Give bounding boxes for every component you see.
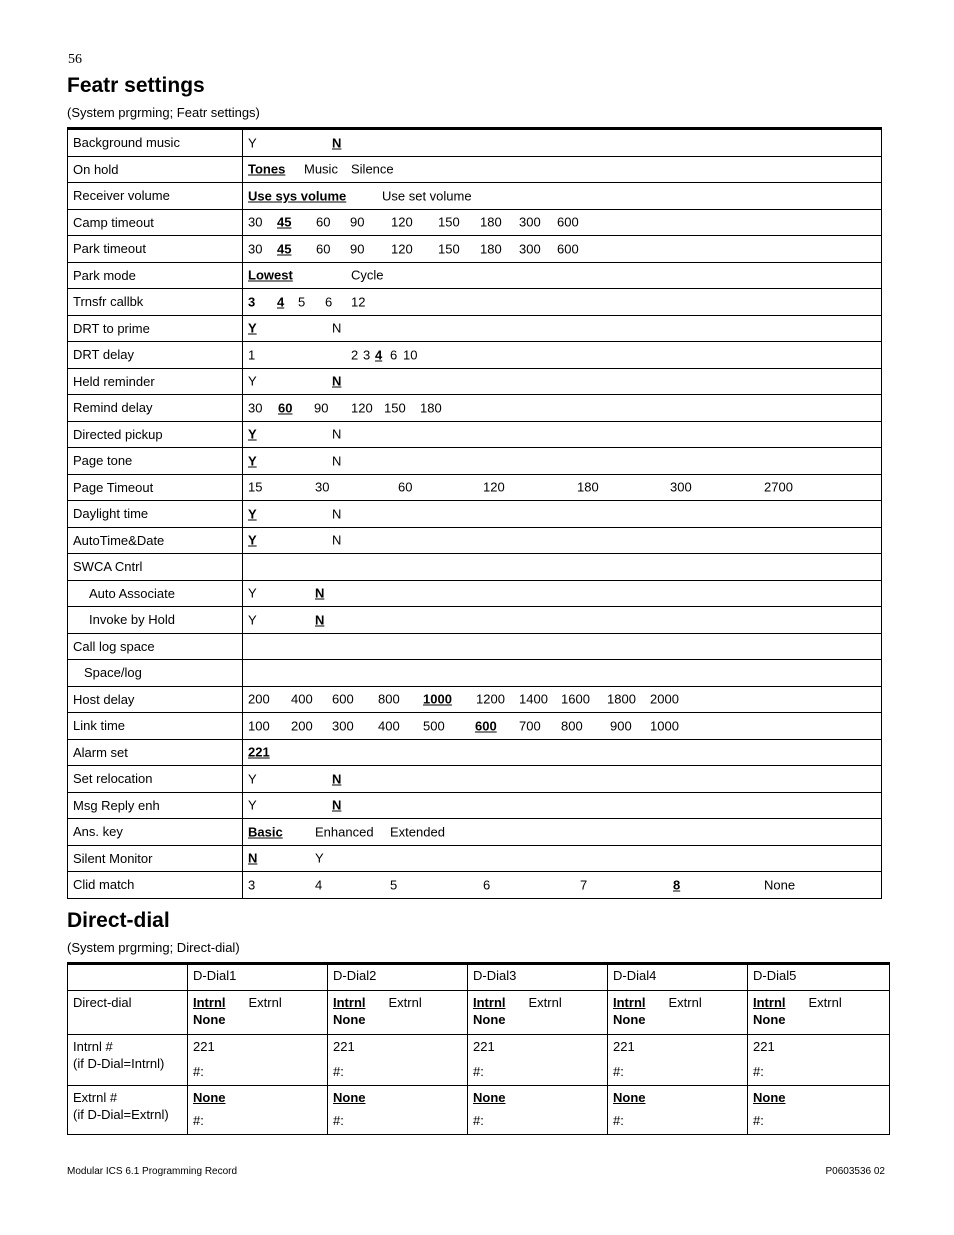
setting-row <box>68 395 882 422</box>
setting-label: Link time <box>68 713 243 740</box>
mode-options <box>333 994 462 1011</box>
setting-option: Y <box>315 850 324 866</box>
setting-option: N <box>332 320 342 336</box>
setting-option: Y <box>248 373 257 389</box>
mode-cell <box>608 991 748 1035</box>
mode-cell <box>748 991 890 1035</box>
setting-option: None <box>613 1012 646 1027</box>
default-option: N <box>315 585 325 601</box>
setting-label: Msg Reply enh <box>68 792 243 819</box>
setting-row <box>68 209 882 236</box>
footer-document-number: P0603536 02 <box>825 1166 885 1177</box>
setting-option: 900 <box>610 718 632 734</box>
setting-row <box>68 289 882 316</box>
setting-option: 200 <box>291 718 313 734</box>
setting-option: 150 <box>438 241 460 257</box>
setting-option: 600 <box>557 214 579 230</box>
setting-option: 120 <box>391 241 413 257</box>
setting-row <box>68 766 882 793</box>
setting-row <box>68 474 882 501</box>
setting-label: DRT to prime <box>68 315 243 342</box>
setting-option: 600 <box>557 241 579 257</box>
default-option: 4 <box>375 347 383 363</box>
extrnl-number-cell <box>468 1086 608 1135</box>
setting-row <box>68 156 882 183</box>
setting-option: None <box>193 1012 226 1027</box>
setting-option: 300 <box>670 479 692 495</box>
mode-options <box>613 994 742 1011</box>
intrnl-number-cell <box>188 1035 328 1086</box>
setting-option: 100 <box>248 718 270 734</box>
row-label <box>68 991 188 1035</box>
setting-option: 400 <box>378 718 400 734</box>
setting-option: 4 <box>315 877 323 893</box>
setting-row <box>68 686 882 713</box>
setting-label: Park mode <box>68 262 243 289</box>
direct-dial-header-row <box>68 964 890 991</box>
setting-row <box>68 739 882 766</box>
setting-option: 1000 <box>650 718 679 734</box>
setting-row <box>68 845 882 872</box>
setting-option: 30 <box>248 241 263 257</box>
setting-label: Auto Associate <box>68 580 243 607</box>
setting-option: 400 <box>291 691 313 707</box>
default-option: Intrnl <box>473 995 506 1010</box>
setting-option: 300 <box>519 214 541 230</box>
intrnl-number-row <box>68 1035 890 1086</box>
setting-option: 600 <box>332 691 354 707</box>
column-header: D-Dial3 <box>468 964 608 991</box>
setting-row <box>68 236 882 263</box>
setting-option: 120 <box>483 479 505 495</box>
setting-option: Use set volume <box>382 188 472 204</box>
setting-row <box>68 315 882 342</box>
setting-option: 90 <box>350 241 365 257</box>
setting-options <box>243 342 882 369</box>
setting-option: 3 <box>248 294 256 310</box>
setting-option: N <box>332 532 342 548</box>
direct-dial-table <box>67 962 890 1135</box>
setting-option: N <box>332 453 342 469</box>
default-option: N <box>332 797 342 813</box>
default-option: Y <box>248 426 257 442</box>
extrnl-number-cell <box>748 1086 890 1135</box>
setting-option: 3 <box>248 877 256 893</box>
setting-options <box>243 660 882 687</box>
setting-options <box>243 554 882 581</box>
setting-row <box>68 872 882 899</box>
setting-options <box>243 739 882 766</box>
setting-option: 120 <box>351 400 373 416</box>
setting-option: 180 <box>577 479 599 495</box>
setting-row <box>68 527 882 554</box>
setting-option: 3 <box>363 347 371 363</box>
setting-options <box>243 395 882 422</box>
setting-option: None <box>753 1012 786 1027</box>
default-option: Tones <box>248 161 286 177</box>
setting-option: Extrnl <box>248 995 282 1010</box>
default-value: None <box>473 1090 506 1105</box>
default-option: N <box>332 135 342 151</box>
default-value: None <box>753 1090 786 1105</box>
setting-options <box>243 845 882 872</box>
setting-label: AutoTime&Date <box>68 527 243 554</box>
setting-option: 2000 <box>650 691 679 707</box>
setting-options <box>243 209 882 236</box>
corner-cell <box>68 964 188 991</box>
default-option: Lowest <box>248 267 293 283</box>
setting-option: 30 <box>315 479 330 495</box>
default-option: 45 <box>277 241 292 257</box>
row-label-note: (if D-Dial=Intrnl) <box>73 1056 165 1071</box>
setting-options <box>243 607 882 634</box>
setting-option: 30 <box>248 214 263 230</box>
setting-row <box>68 368 882 395</box>
intrnl-number-cell <box>328 1035 468 1086</box>
setting-option: 300 <box>332 718 354 734</box>
setting-options <box>243 872 882 899</box>
default-option: 45 <box>277 214 292 230</box>
setting-options <box>243 474 882 501</box>
setting-option: 1400 <box>519 691 548 707</box>
setting-option: 800 <box>561 718 583 734</box>
setting-options <box>243 236 882 263</box>
setting-row <box>68 421 882 448</box>
setting-row <box>68 262 882 289</box>
column-header: D-Dial4 <box>608 964 748 991</box>
setting-option: None <box>333 1012 366 1027</box>
setting-option: 1800 <box>607 691 636 707</box>
setting-option: Silence <box>351 161 394 177</box>
setting-label: Park timeout <box>68 236 243 263</box>
mode-cell <box>328 991 468 1035</box>
setting-option: 6 <box>325 294 333 310</box>
setting-option: None <box>473 1012 506 1027</box>
setting-option: 180 <box>480 241 502 257</box>
setting-option: 6 <box>483 877 491 893</box>
extrnl-number-cell <box>188 1086 328 1135</box>
setting-row <box>68 660 882 687</box>
extrnl-number-cell <box>608 1086 748 1135</box>
setting-option: Music <box>304 161 338 177</box>
setting-label: Invoke by Hold <box>68 607 243 634</box>
page-number: 56 <box>68 52 82 67</box>
default-value: 221 <box>753 1039 775 1054</box>
setting-option: 800 <box>378 691 400 707</box>
default-value: 221 <box>473 1039 495 1054</box>
setting-option: Extrnl <box>388 995 422 1010</box>
setting-row <box>68 819 882 846</box>
setting-options <box>243 183 882 210</box>
default-value: None <box>333 1090 366 1105</box>
setting-option: 500 <box>423 718 445 734</box>
direct-dial-title: Direct-dial <box>67 909 170 932</box>
setting-option: 5 <box>298 294 306 310</box>
featr-settings-subtitle: (System prgrming; Featr settings) <box>67 105 260 120</box>
default-value: 221 <box>193 1039 215 1054</box>
default-option: 4 <box>277 294 285 310</box>
setting-option: 60 <box>398 479 413 495</box>
setting-option: 700 <box>519 718 541 734</box>
mode-cell <box>468 991 608 1035</box>
setting-row <box>68 183 882 210</box>
setting-option: Enhanced <box>315 824 374 840</box>
default-value: 221 <box>333 1039 355 1054</box>
number-entry-label: #: <box>193 1113 204 1128</box>
number-entry-label: #: <box>613 1113 624 1128</box>
setting-options <box>243 792 882 819</box>
setting-row <box>68 633 882 660</box>
number-entry-label: #: <box>333 1113 344 1128</box>
setting-option: Y <box>248 797 257 813</box>
setting-option: 300 <box>519 241 541 257</box>
setting-option: 180 <box>420 400 442 416</box>
setting-label: Ans. key <box>68 819 243 846</box>
setting-label: Held reminder <box>68 368 243 395</box>
setting-label: Set relocation <box>68 766 243 793</box>
setting-label: Camp timeout <box>68 209 243 236</box>
setting-options <box>243 527 882 554</box>
setting-option: Extrnl <box>528 995 562 1010</box>
setting-label: Call log space <box>68 633 243 660</box>
mode-cell <box>188 991 328 1035</box>
number-entry-label: #: <box>473 1064 484 1079</box>
setting-label: Page tone <box>68 448 243 475</box>
default-option: Y <box>248 506 257 522</box>
setting-row <box>68 129 882 157</box>
intrnl-number-cell <box>748 1035 890 1086</box>
setting-label: Host delay <box>68 686 243 713</box>
column-header: D-Dial5 <box>748 964 890 991</box>
row-label <box>68 1035 188 1086</box>
setting-option: Extrnl <box>808 995 842 1010</box>
setting-option: 12 <box>351 294 366 310</box>
default-option: Use sys volume <box>248 188 347 204</box>
number-entry-label: #: <box>753 1113 764 1128</box>
setting-options <box>243 156 882 183</box>
default-option: 60 <box>278 400 293 416</box>
setting-option: 150 <box>384 400 406 416</box>
default-value: None <box>613 1090 646 1105</box>
mode-options <box>193 994 322 1011</box>
default-option: Y <box>248 320 257 336</box>
setting-options <box>243 129 882 157</box>
setting-option: 60 <box>316 241 331 257</box>
setting-option: 60 <box>316 214 331 230</box>
footer-document-title: Modular ICS 6.1 Programming Record <box>67 1166 238 1177</box>
column-header: D-Dial2 <box>328 964 468 991</box>
default-option: 221 <box>248 744 270 760</box>
extrnl-number-cell <box>328 1086 468 1135</box>
setting-row <box>68 607 882 634</box>
direct-dial-subtitle: (System prgrming; Direct-dial) <box>67 940 240 955</box>
setting-row <box>68 713 882 740</box>
default-option: N <box>332 373 342 389</box>
setting-options <box>243 368 882 395</box>
setting-option: Extrnl <box>668 995 702 1010</box>
setting-label: DRT delay <box>68 342 243 369</box>
setting-label: Trnsfr callbk <box>68 289 243 316</box>
setting-label: Clid match <box>68 872 243 899</box>
featr-settings-title: Featr settings <box>67 74 205 97</box>
number-entry-label: #: <box>473 1113 484 1128</box>
direct-dial-mode-row <box>68 991 890 1035</box>
setting-label: Page Timeout <box>68 474 243 501</box>
setting-options <box>243 580 882 607</box>
setting-option: 2 <box>351 347 359 363</box>
setting-options <box>243 766 882 793</box>
number-entry-label: #: <box>333 1064 344 1079</box>
setting-option: 180 <box>480 214 502 230</box>
row-label-text: Intrnl # <box>73 1039 113 1054</box>
setting-option: N <box>332 506 342 522</box>
row-label-note: (if D-Dial=Extrnl) <box>73 1107 169 1122</box>
setting-label: Directed pickup <box>68 421 243 448</box>
default-option: Intrnl <box>613 995 646 1010</box>
number-entry-label: #: <box>613 1064 624 1079</box>
default-option: Intrnl <box>753 995 786 1010</box>
default-value: 221 <box>613 1039 635 1054</box>
setting-option: Extended <box>390 824 445 840</box>
setting-option: 5 <box>390 877 398 893</box>
setting-options <box>243 819 882 846</box>
default-value: None <box>193 1090 226 1105</box>
intrnl-number-cell <box>468 1035 608 1086</box>
setting-options <box>243 713 882 740</box>
default-option: 1000 <box>423 691 452 707</box>
setting-row <box>68 342 882 369</box>
setting-options <box>243 448 882 475</box>
intrnl-number-cell <box>608 1035 748 1086</box>
setting-option: Y <box>248 585 257 601</box>
setting-label: Daylight time <box>68 501 243 528</box>
setting-option: Cycle <box>351 267 384 283</box>
setting-label: Background music <box>68 129 243 157</box>
default-option: Basic <box>248 824 283 840</box>
row-label-text: Extrnl # <box>73 1090 118 1105</box>
setting-options <box>243 421 882 448</box>
setting-row <box>68 792 882 819</box>
setting-row <box>68 580 882 607</box>
featr-settings-table <box>67 127 882 899</box>
setting-label: On hold <box>68 156 243 183</box>
setting-option: Y <box>248 771 257 787</box>
setting-label: Space/log <box>68 660 243 687</box>
setting-options <box>243 501 882 528</box>
setting-options <box>243 315 882 342</box>
setting-options <box>243 633 882 660</box>
setting-option: 10 <box>403 347 418 363</box>
setting-option: 6 <box>390 347 398 363</box>
default-option: Y <box>248 532 257 548</box>
setting-label: Alarm set <box>68 739 243 766</box>
setting-label: SWCA Cntrl <box>68 554 243 581</box>
number-entry-label: #: <box>753 1064 764 1079</box>
row-label-text: Direct-dial <box>73 995 132 1010</box>
setting-option: 1200 <box>476 691 505 707</box>
setting-option: 200 <box>248 691 270 707</box>
setting-label: Remind delay <box>68 395 243 422</box>
setting-option: 120 <box>391 214 413 230</box>
extrnl-number-row <box>68 1086 890 1135</box>
setting-label: Silent Monitor <box>68 845 243 872</box>
setting-option: Y <box>248 612 257 628</box>
mode-options <box>473 994 602 1011</box>
setting-options <box>243 289 882 316</box>
setting-option: 90 <box>350 214 365 230</box>
setting-option: 1 <box>248 347 256 363</box>
setting-row <box>68 554 882 581</box>
column-header: D-Dial1 <box>188 964 328 991</box>
setting-option: 2700 <box>764 479 793 495</box>
setting-option: 150 <box>438 214 460 230</box>
setting-option: 15 <box>248 479 263 495</box>
setting-option: 7 <box>580 877 588 893</box>
number-entry-label: #: <box>193 1064 204 1079</box>
default-option: 8 <box>673 877 681 893</box>
setting-options <box>243 262 882 289</box>
row-label <box>68 1086 188 1135</box>
default-option: N <box>248 850 258 866</box>
mode-options <box>753 994 884 1011</box>
setting-option: N <box>332 426 342 442</box>
default-option: Intrnl <box>333 995 366 1010</box>
default-option: Y <box>248 453 257 469</box>
setting-option: None <box>764 877 796 893</box>
setting-options <box>243 686 882 713</box>
setting-option: 90 <box>314 400 329 416</box>
default-option: N <box>332 771 342 787</box>
setting-row <box>68 501 882 528</box>
setting-option: 30 <box>248 400 263 416</box>
default-option: N <box>315 612 325 628</box>
setting-option: 1600 <box>561 691 590 707</box>
setting-row <box>68 448 882 475</box>
setting-option: Y <box>248 135 257 151</box>
default-option: Intrnl <box>193 995 226 1010</box>
setting-label: Receiver volume <box>68 183 243 210</box>
default-option: 600 <box>475 718 497 734</box>
